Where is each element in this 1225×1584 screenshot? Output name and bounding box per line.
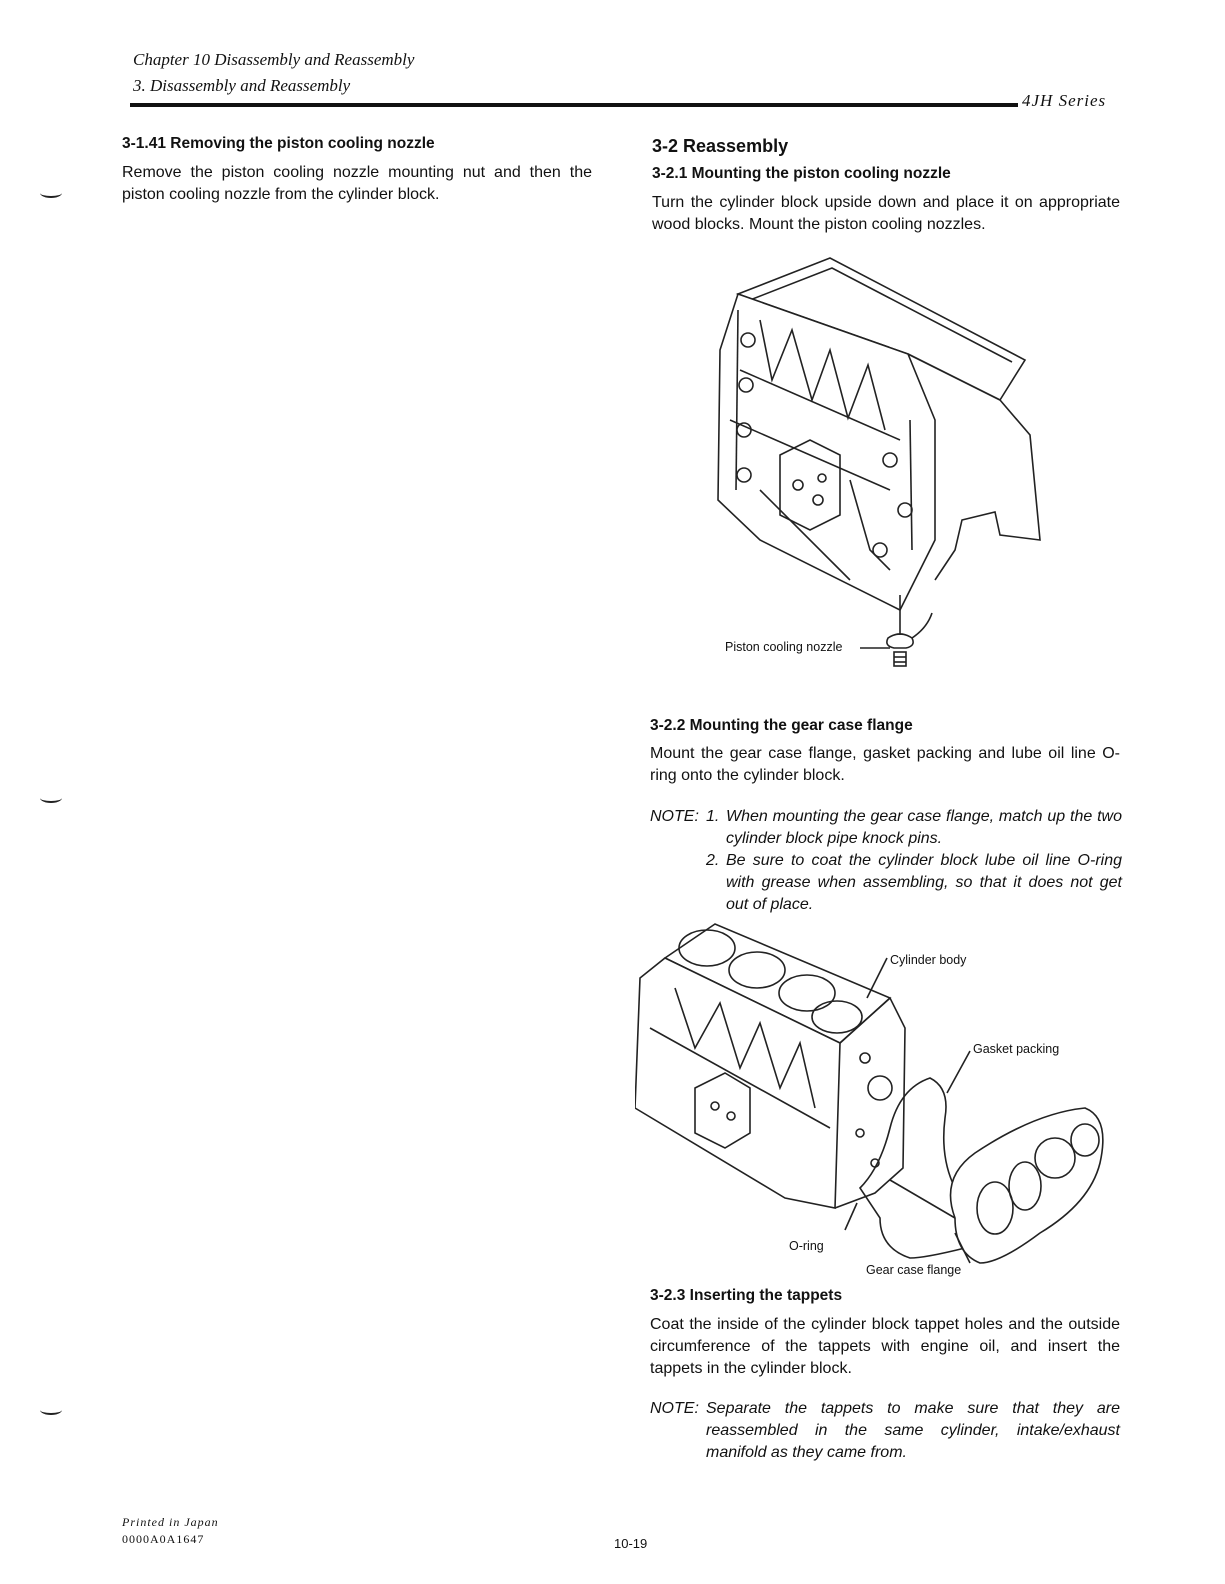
section-3-2-3-title: 3-2.3 Inserting the tappets bbox=[650, 1287, 843, 1304]
section-title: 3. Disassembly and Reassembly bbox=[133, 76, 351, 95]
cylinder-body-label: Cylinder body bbox=[890, 953, 967, 967]
cylinder-block-figure bbox=[700, 250, 1050, 690]
section-3-2-2-title: 3-2.2 Mounting the gear case flange bbox=[650, 717, 913, 734]
binder-mark bbox=[40, 1405, 62, 1415]
note-label: NOTE: bbox=[650, 1400, 699, 1417]
document-code: 0000A0A1647 bbox=[122, 1532, 205, 1546]
chapter-title: Chapter 10 Disassembly and Reassembly bbox=[133, 50, 415, 69]
note-block-gear-case bbox=[650, 806, 1122, 916]
note-item-1 bbox=[650, 806, 1122, 850]
note-text: Be sure to coat the cylinder block lube oil line O-ring with grease when assembling, so that it does not get out of place. bbox=[726, 852, 1122, 913]
note-text: Separate the tappets to make sure that they are reassembled in the same cylinder, intake/exhaust manifold as they came from. bbox=[706, 1400, 1120, 1461]
note-label: NOTE: bbox=[650, 808, 699, 825]
page-number: 10-19 bbox=[614, 1536, 648, 1551]
note-item-2 bbox=[650, 850, 1122, 916]
section-3-2-1-body: Turn the cylinder block upside down and place it on appropriate wood blocks. Mount the piston cooling nozzles. bbox=[652, 194, 1120, 233]
series-label: 4JH Series bbox=[1022, 91, 1107, 110]
header-rule bbox=[130, 103, 1018, 107]
binder-mark bbox=[40, 188, 62, 198]
section-3-2-3-body: Coat the inside of the cylinder block tappet holes and the outside circumference of the tappets with engine oil, and insert the tappets in the cylinder block. bbox=[650, 1316, 1120, 1377]
printed-in-label: Printed in Japan bbox=[122, 1515, 219, 1529]
reassembly-title: 3-2 Reassembly bbox=[652, 136, 789, 156]
section-3-1-41-body: Remove the piston cooling nozzle mounting nut and then the piston cooling nozzle from the cylinder block. bbox=[122, 164, 592, 203]
note-number: 1. bbox=[706, 808, 720, 825]
section-3-2-1-title: 3-2.1 Mounting the piston cooling nozzle bbox=[652, 165, 951, 182]
binder-mark bbox=[40, 793, 62, 803]
gear-case-flange-label: Gear case flange bbox=[866, 1263, 962, 1277]
section-3-1-41-title: 3-1.41 Removing the piston cooling nozzle bbox=[122, 135, 435, 152]
section-3-2-2-body: Mount the gear case flange, gasket packing and lube oil line O-ring onto the cylinder block. bbox=[650, 745, 1120, 784]
note-item bbox=[650, 1398, 1120, 1464]
note-number: 2. bbox=[706, 852, 720, 869]
note-block-tappets bbox=[650, 1398, 1120, 1464]
note-text: When mounting the gear case flange, match up the two cylinder block pipe knock pins. bbox=[726, 808, 1122, 847]
gear-case-flange-figure bbox=[635, 918, 1105, 1313]
piston-cooling-nozzle-label: Piston cooling nozzle bbox=[725, 640, 843, 654]
gasket-packing-label: Gasket packing bbox=[973, 1042, 1060, 1056]
o-ring-label: O-ring bbox=[789, 1239, 824, 1253]
